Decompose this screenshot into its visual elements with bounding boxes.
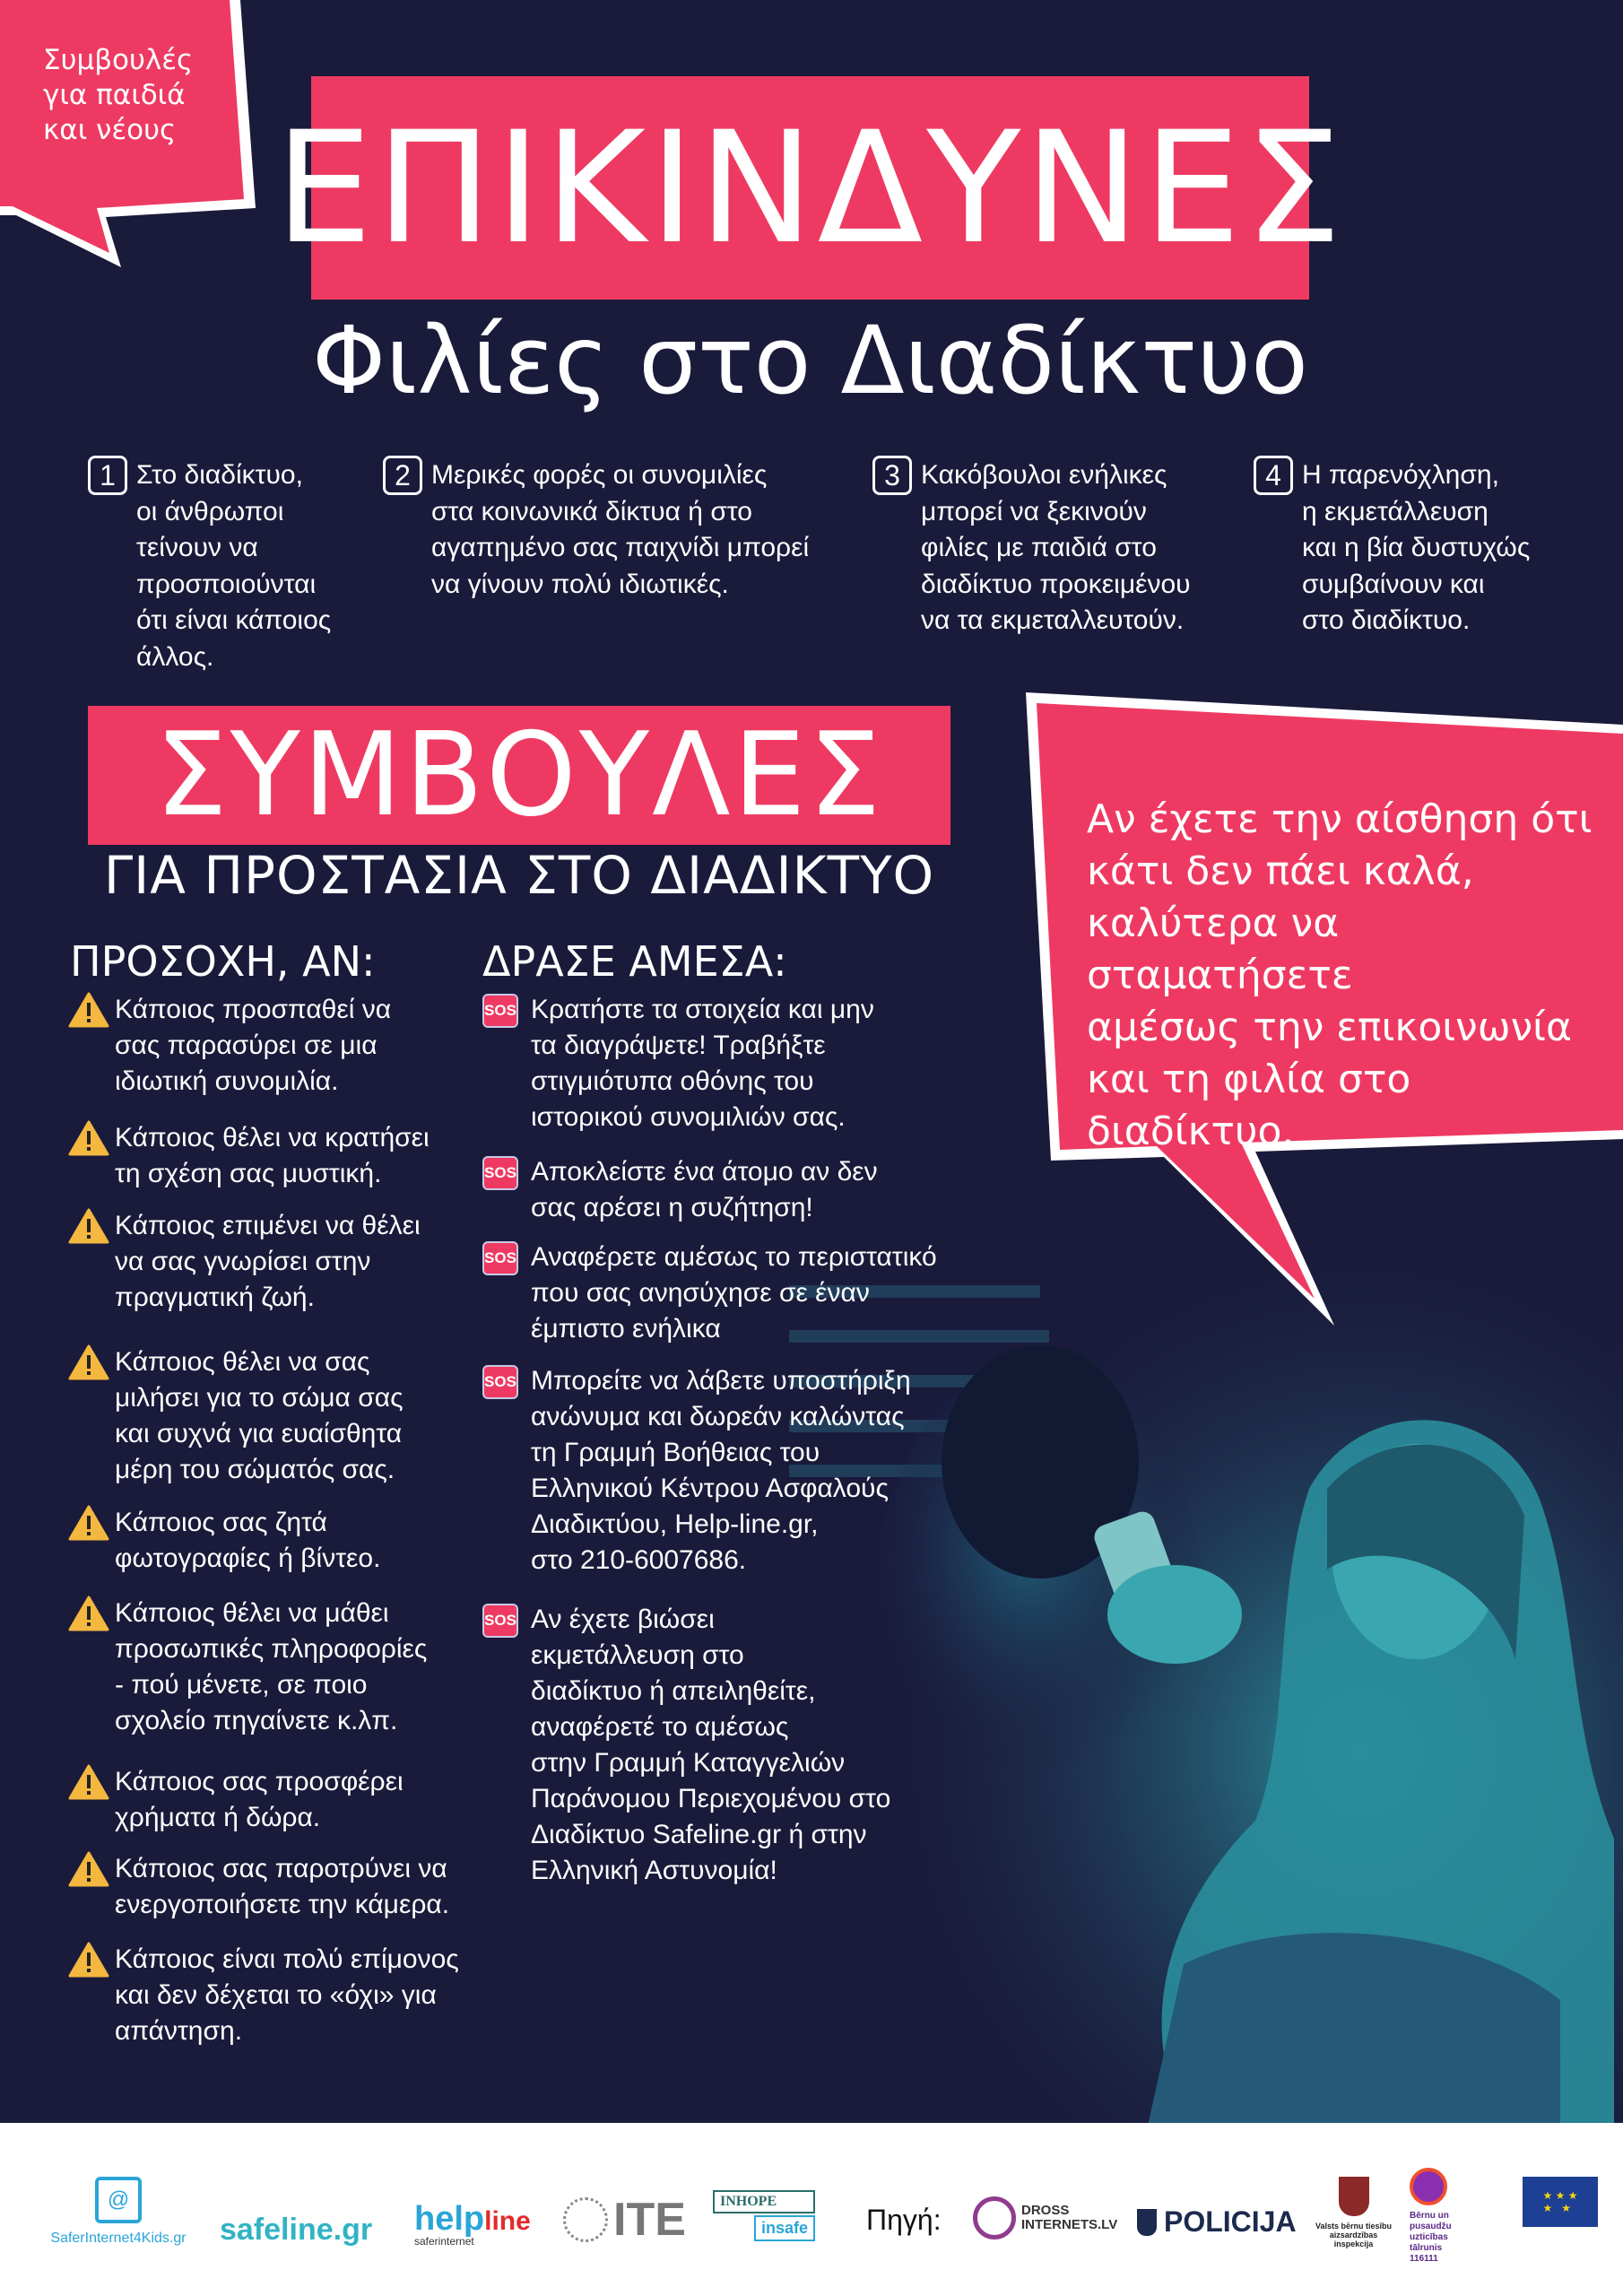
act-text: Αν έχετε βιώσει εκμετάλλευση στο διαδίκτυο ή απειληθείτε, αναφέρετέ το αμέσως στην Γραμμή Καταγγελιών Παράνομου Περιεχομένου στο Διαδίκτυο Safeline.gr ή στην Ελληνική Αστυνομία! <box>531 1605 891 1885</box>
warning-icon <box>68 1942 109 1978</box>
attention-item <box>70 1505 536 1577</box>
sos-icon: SOS <box>482 1365 518 1399</box>
attention-item <box>70 1120 536 1192</box>
fact-number: 3 <box>872 456 912 495</box>
warning-icon <box>68 1505 109 1541</box>
source-label: Πηγή: <box>866 2204 942 2236</box>
tips-title: ΣΥΜΒΟΥΛΕΣ <box>154 708 884 842</box>
warning-icon <box>68 1851 109 1887</box>
dross-circle-icon <box>973 2196 1016 2239</box>
attention-item <box>70 1851 536 1923</box>
warning-icon <box>68 1120 109 1156</box>
act-item <box>482 1154 1002 1226</box>
attention-text: Κάποιος σας παροτρύνει να ενεργοποιήσετε την κάμερα. <box>115 1854 450 1919</box>
act-text: Κρατήστε τα στοιχεία και μην τα διαγράψετε! Τραβήξτε στιγμιότυπα οθόνης του ιστορικού συνομιλιών σας. <box>531 995 874 1132</box>
logo-helpline: helpline saferinternet <box>414 2200 531 2248</box>
act-text: Αναφέρετε αμέσως το περιστατικό που σας ανησύχησε σε έναν έμπιστο ενήλικα <box>531 1242 937 1344</box>
attention-item <box>70 1764 536 1836</box>
eu-flag-icon: ★ ★ ★ ★ ★ <box>1523 2177 1598 2227</box>
page-title: ΕΠΙΚΙΝΔΥΝΕΣ <box>274 97 1346 278</box>
logo-ite: ITE <box>563 2193 686 2247</box>
warning-icon <box>68 1208 109 1244</box>
logo-dross: DROSS INTERNETS.LV <box>973 2196 1129 2239</box>
fact-number: 1 <box>88 456 127 495</box>
act-heading: ΔΡΑΣΕ ΑΜΕΣΑ: <box>482 937 787 986</box>
logo-berru: Bērnu un pusaudžu uzticības tālrunis 116111 <box>1410 2168 1472 2265</box>
attention-text: Κάποιος σας προσφέρει χρήματα ή δώρα. <box>115 1767 404 1832</box>
shield-icon <box>1137 2209 1157 2236</box>
sos-icon: SOS <box>482 1156 518 1190</box>
fact-3 <box>872 457 1191 639</box>
attention-text: Κάποιος θέλει να σας μιλήσει για το σώμα σας και συχνά για ευαίσθητα μέρη του σώματός σας. <box>115 1347 404 1484</box>
fact-number: 4 <box>1254 456 1293 495</box>
act-item <box>482 1602 1020 1889</box>
sos-icon: SOS <box>482 1241 518 1275</box>
warning-icon <box>68 1344 109 1380</box>
attention-text: Κάποιος προσπαθεί να σας παρασύρει σε μια ιδιωτική συνομιλία. <box>115 995 392 1096</box>
attention-text: Κάποιος είναι πολύ επίμονος και δεν δέχεται το «όχι» για απάντηση. <box>115 1944 459 2046</box>
coat-of-arms-icon <box>1339 2177 1369 2216</box>
attention-item <box>70 1942 536 2049</box>
logo-inhope-insafe: INHOPE insafe <box>713 2190 815 2241</box>
tips-subtitle: ΓΙΑ ΠΡΟΣΤΑΣΙΑ ΣΤΟ ΔΙΑΔΙΚΤΥΟ <box>103 845 935 906</box>
act-item <box>482 992 1002 1135</box>
speech-bubble-text: Αν έχετε την αίσθηση ότι κάτι δεν πάει καλά, καλύτερα να σταματήσετε αμέσως την επικοινωνία και τη φιλία στο διαδίκτυο. <box>1087 796 1593 1154</box>
act-text: Αποκλείστε ένα άτομο αν δεν σας αρέσει η συζήτηση! <box>531 1157 878 1222</box>
sos-icon: SOS <box>482 1604 518 1638</box>
attention-text: Κάποιος επιμένει να θέλει να σας γνωρίσει στην πραγματική ζωή. <box>115 1211 421 1312</box>
fact-1 <box>88 457 331 675</box>
footer-logos <box>0 2123 1623 2296</box>
attention-heading: ΠΡΟΣΟΧΗ, ΑΝ: <box>70 937 376 986</box>
house-at-icon: @ <box>95 2177 142 2223</box>
fact-number: 2 <box>383 456 422 495</box>
act-item <box>482 1239 1020 1347</box>
logo-policija: POLICIJA <box>1137 2205 1297 2239</box>
warning-icon <box>68 1596 109 1631</box>
attention-item <box>70 1596 536 1739</box>
warning-icon <box>68 1764 109 1800</box>
fact-text: Η παρενόχληση, η εκμετάλλευση και η βία δυστυχώς συμβαίνουν και στο διαδίκτυο. <box>1302 460 1531 635</box>
warning-icon <box>68 992 109 1028</box>
attention-item <box>70 992 536 1100</box>
chat-bubble-icon <box>1410 2168 1447 2205</box>
fact-text: Μερικές φορές οι συνομιλίες στα κοινωνικά δίκτυα ή στο αγαπημένο σας παιχνίδι μπορεί να γίνουν πολύ ιδιωτικές. <box>431 460 810 599</box>
attention-text: Κάποιος θέλει να μάθει προσωπικές πληροφορίες - πού μένετε, σε ποιο σχολείο πηγαίνετε κ.λπ. <box>115 1598 428 1735</box>
attention-text: Κάποιος σας ζητά φωτογραφίες ή βίντεο. <box>115 1508 381 1573</box>
logo-valsts: Valsts bērnu tiesību aizsardzības inspekcija <box>1311 2177 1396 2248</box>
fact-2 <box>383 457 809 603</box>
attention-item <box>70 1208 536 1316</box>
logo-safeline: safeline.gr <box>220 2213 373 2247</box>
tips-banner <box>88 706 950 845</box>
logo-saferinternet4kids: @ SaferInternet4Kids.gr <box>47 2177 190 2247</box>
fact-text: Κακόβουλοι ενήλικες μπορεί να ξεκινούν φιλίες με παιδιά στο διαδίκτυο προκειμένου να τα εκμεταλλευτούν. <box>921 460 1191 635</box>
fact-4 <box>1254 457 1530 639</box>
page-subtitle: Φιλίες στο Διαδίκτυο <box>312 306 1308 415</box>
act-item <box>482 1363 1020 1578</box>
sos-icon: SOS <box>482 994 518 1028</box>
act-text: Μπορείτε να λάβετε υποστήριξη ανώνυμα και δωρεάν καλώντας τη Γραμμή Βοήθειας του Ελληνικού Κέντρου Ασφαλούς Διαδικτύου, Help-line.gr, στο 210-6007686. <box>531 1366 911 1575</box>
corner-bubble-text: Συμβουλές για παιδιά και νέους <box>43 44 194 146</box>
fact-text: Στο διαδίκτυο, οι άνθρωποι τείνουν να προσποιούνται ότι είναι κάποιος άλλος. <box>136 460 332 672</box>
seal-icon <box>563 2197 608 2242</box>
attention-item <box>70 1344 536 1488</box>
attention-text: Κάποιος θέλει να κρατήσει τη σχέση σας μυστική. <box>115 1123 430 1188</box>
title-banner <box>274 76 1346 300</box>
